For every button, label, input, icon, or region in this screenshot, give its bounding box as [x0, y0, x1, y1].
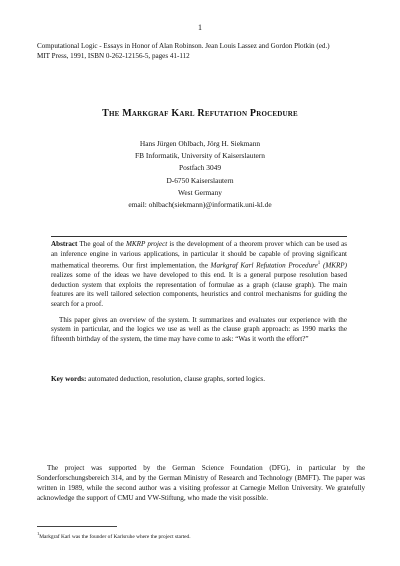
abstract-text: realizes some of the ideas we have developed to this end. It is a general purpose resolution based deduction system that exploits the representation of formulae as a graph (clause graph). The main features are its well tailored selection components, heuristics and control mechanisms for guiding the search for a proof.: [51, 271, 347, 308]
abstract-text: The goal of the: [77, 240, 126, 248]
author-block: [0, 138, 400, 211]
abstract-section: [51, 236, 347, 357]
footnote-text: Markgraf Karl was the founder of Karlsruhe where the project started.: [39, 533, 191, 540]
abstract-paragraph-2: This paper gives an overview of the system. It summarizes and evaluates our experience with the system in particular, and the logics we use as well as the clause graph approach: as 1990 marks the fifteenth birthday of the system, the time may have come to ask: “Was it worth the effort?”: [51, 315, 347, 343]
keywords: [51, 375, 351, 383]
author-city: D-6750 Kaiserslautern: [166, 175, 234, 185]
publication-line-2: MIT Press, 1991, ISBN 0-262-12156-5, pages 41-112: [37, 52, 190, 60]
author-country: West Germany: [178, 187, 222, 197]
author-names: Hans Jürgen Ohlbach, Jörg H. Siekmann: [139, 139, 261, 148]
footnote-reference: 1: [317, 261, 321, 267]
title-word: The: [102, 108, 120, 119]
footnote-mark: 1: [37, 531, 40, 536]
publication-line-1: Computational Logic - Essays in Honor of Alan Robinson. Jean Louis Lassez and Gordon Plotkin (ed.): [37, 42, 330, 50]
author-department: FB Informatik, University of Kaiserslautern: [135, 151, 265, 161]
footnote: [37, 531, 367, 540]
title-word: Procedure: [249, 108, 298, 119]
abstract-text: is the development of a theorem prover which can be used as an inference engine in various applications, in particular it should be capable of proving significant mathematical theorems. Our first implementation, the: [51, 240, 347, 270]
keywords-label: Key words:: [51, 375, 87, 383]
abstract-project-name: MKRP project: [126, 240, 168, 248]
title-word: Karl: [171, 108, 195, 119]
footnote-divider: [37, 526, 117, 527]
author-postfach: Postfach 3049: [178, 163, 222, 173]
page-number: 1: [198, 23, 202, 32]
author-email: email: ohlbach(siekmann)@informatik.uni-kl.de: [128, 200, 272, 210]
abstract-paragraph-1: [51, 240, 347, 310]
paper-title: [0, 108, 400, 119]
abstract-procedure-name: Markgraf Karl Refutation Procedure: [210, 261, 318, 270]
abstract-label: Abstract: [51, 240, 78, 248]
acknowledgement-paragraph: The project was supported by the German Science Foundation (DFG), in particular by the Sonderforschungsbereich 314, and by the German Ministry of Research and Technology (BMFT). The paper was written in 1989, while the second author was a visiting professor at Carnegie Mellon University. We gratefully acknowledge the support of CMU and VW-Stiftung, who made the visit possible.: [37, 464, 365, 502]
title-word: Markgraf: [122, 108, 169, 119]
abstract-mkrp: (MKRP): [320, 261, 347, 270]
keywords-text: automated deduction, resolution, clause graphs, sorted logics.: [86, 375, 265, 383]
title-word: Refutation: [197, 108, 248, 119]
publication-info: [37, 41, 377, 61]
